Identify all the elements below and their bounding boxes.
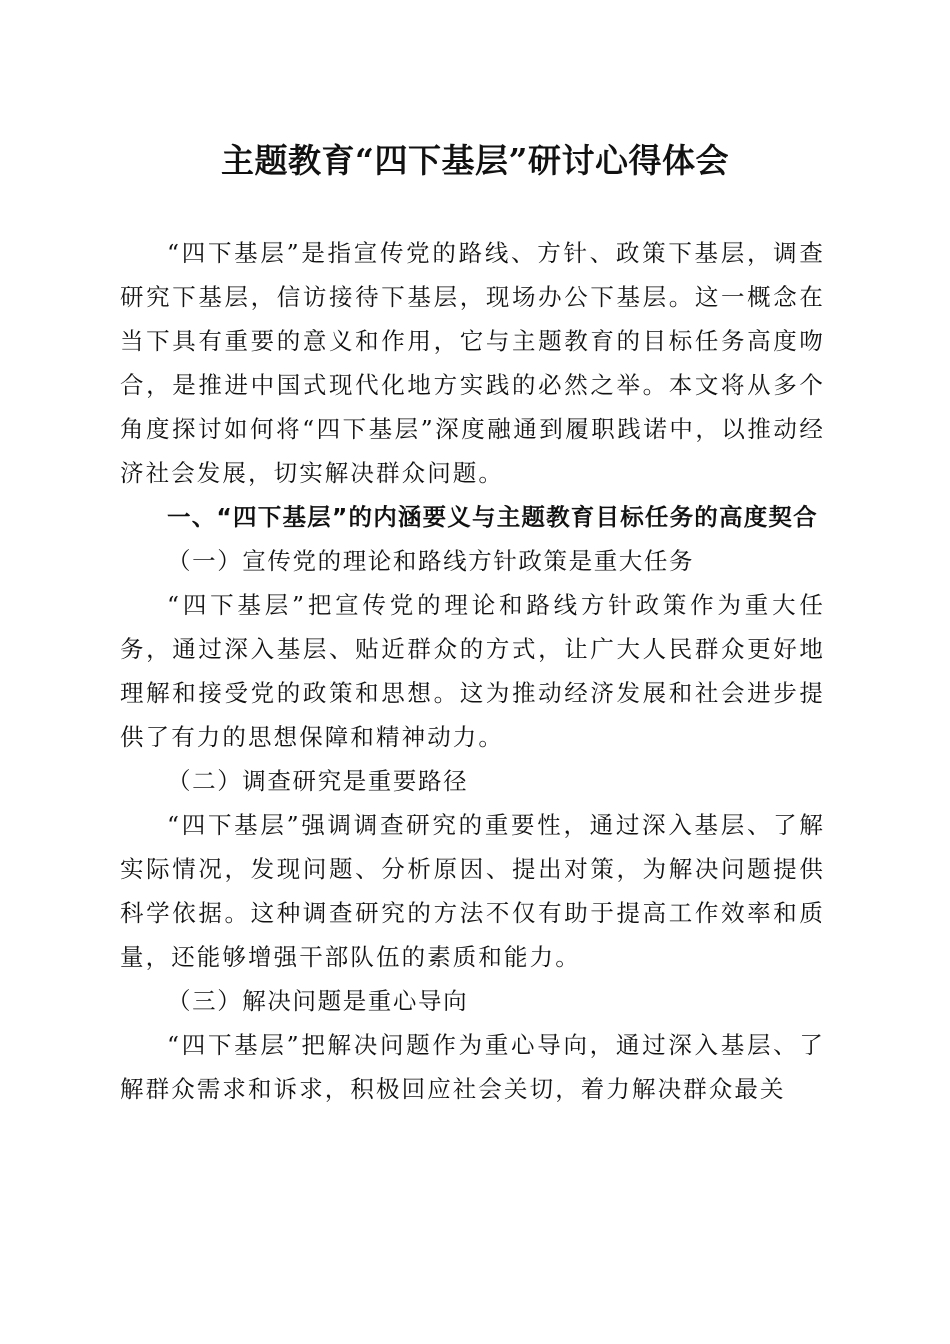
- subsection-3-heading: （三）解决问题是重心导向: [167, 987, 469, 1015]
- subsection-2-paragraph: “四下基层”强调调查研究的重要性，通过深入基层、了解实际情况，发现问题、分析原因、提出对策，为解决问题提供科学依据。这种调查研究的方法不仅有助于提高工作效率和质量，还能够增强干部队伍的素质和能力。: [120, 811, 825, 971]
- intro-paragraph: “四下基层”是指宣传党的路线、方针、政策下基层，调查研究下基层，信访接待下基层，现场办公下基层。这一概念在当下具有重要的意义和作用，它与主题教育的目标任务高度吻合，是推进中国式现代化地方实践的必然之举。本文将从多个角度探讨如何将“四下基层”深度融通到履职践诺中，以推动经济社会发展，切实解决群众问题。: [120, 239, 825, 487]
- subsection-1-heading: （一）宣传党的理论和路线方针政策是重大任务: [167, 547, 695, 575]
- section-1-heading: 一、“四下基层”的内涵要义与主题教育目标任务的高度契合: [167, 503, 818, 531]
- subsection-1-paragraph: “四下基层”把宣传党的理论和路线方针政策作为重大任务，通过深入基层、贴近群众的方式，让广大人民群众更好地理解和接受党的政策和思想。这为推动经济发展和社会进步提供了有力的思想保障和精神动力。: [120, 591, 825, 751]
- document-title: 主题教育“四下基层”研讨心得体会: [221, 141, 729, 180]
- subsection-2-heading: （二）调查研究是重要路径: [167, 767, 469, 795]
- subsection-3-paragraph: “四下基层”把解决问题作为重心导向，通过深入基层、了解群众需求和诉求，积极回应社会关切，着力解决群众最关: [120, 1031, 825, 1103]
- document-body: [120, 231, 825, 1111]
